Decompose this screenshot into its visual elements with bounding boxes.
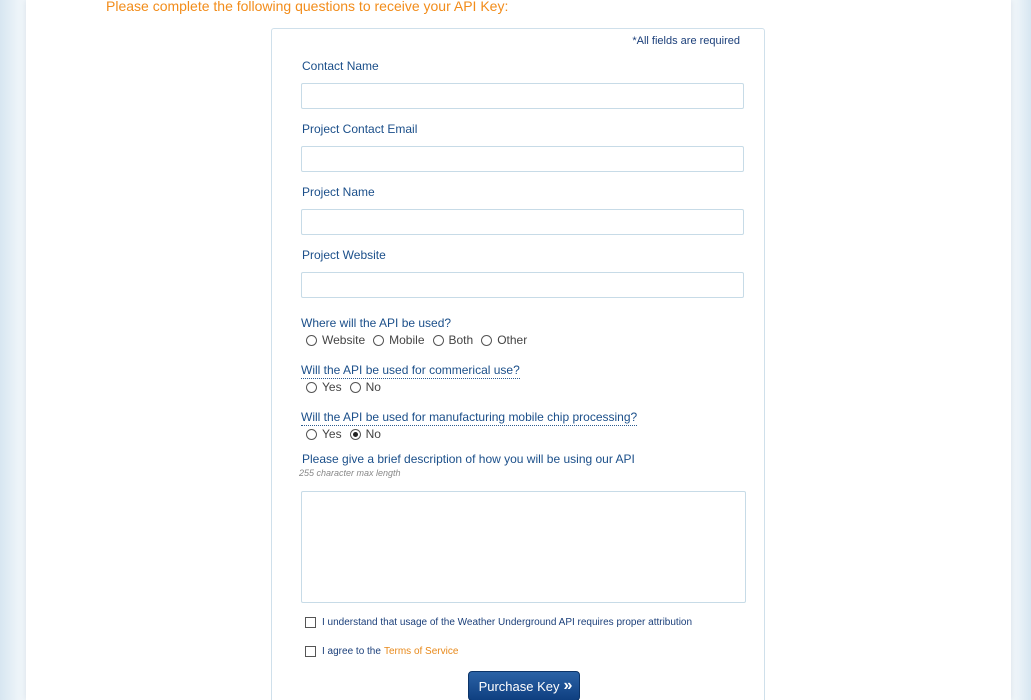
radio-mobile[interactable] [373,335,384,346]
radio-commercial-yes-label: Yes [322,380,342,394]
radio-both[interactable] [433,335,444,346]
attribution-row [305,617,692,628]
radio-website-label: Website [322,333,366,347]
contact-name-input[interactable] [301,83,744,109]
project-website-input[interactable] [301,272,744,298]
radio-commercial-no[interactable] [350,382,361,393]
radio-website[interactable] [306,335,317,346]
radio-commercial-yes[interactable] [306,382,317,393]
intro-text: Please complete the following questions to receive your API Key: [106,0,509,14]
terms-label: I agree to the [322,646,381,657]
description-label: Please give a brief description of how you will be using our API [302,452,635,466]
project-name-input[interactable] [301,209,744,235]
terms-row [305,646,458,657]
project-contact-email-label: Project Contact Email [302,122,418,136]
api-usage-location-question: Where will the API be used? [301,316,452,330]
api-key-form [271,28,765,700]
radio-chip-yes-label: Yes [322,427,342,441]
attribution-label: I understand that usage of the Weather Underground API requires proper attribution [322,617,693,628]
radio-chip-no-label: No [365,427,381,441]
radio-other-label: Other [497,333,528,347]
purchase-key-button[interactable] [468,671,580,700]
radio-commercial-no-label: No [365,380,381,394]
mobile-chip-question[interactable]: Will the API be used for manufacturing mobile chip processing? [301,410,638,424]
commercial-use-question[interactable]: Will the API be used for commerical use? [301,363,520,377]
page-background-left [0,0,26,700]
terms-checkbox[interactable] [305,646,316,657]
contact-name-label: Contact Name [302,59,379,73]
page-background-right [1011,0,1031,700]
radio-mobile-label: Mobile [389,333,425,347]
description-hint: 255 character max length [299,468,401,478]
radio-chip-no[interactable] [350,429,361,440]
project-name-label: Project Name [302,185,375,199]
double-chevron-right-icon: » [563,677,570,694]
description-textarea[interactable] [301,491,746,603]
attribution-checkbox[interactable] [305,617,316,628]
required-fields-note: *All fields are required [632,35,740,47]
commercial-use-options [306,380,389,394]
page-content [26,0,1011,700]
project-contact-email-input[interactable] [301,146,744,172]
terms-of-service-link[interactable]: Terms of Service [383,646,459,657]
radio-both-label: Both [448,333,474,347]
radio-chip-yes[interactable] [306,429,317,440]
purchase-key-label: Purchase Key [478,678,560,694]
radio-other[interactable] [481,335,492,346]
project-website-label: Project Website [302,248,386,262]
mobile-chip-options [306,427,389,441]
api-usage-location-options [306,333,535,347]
